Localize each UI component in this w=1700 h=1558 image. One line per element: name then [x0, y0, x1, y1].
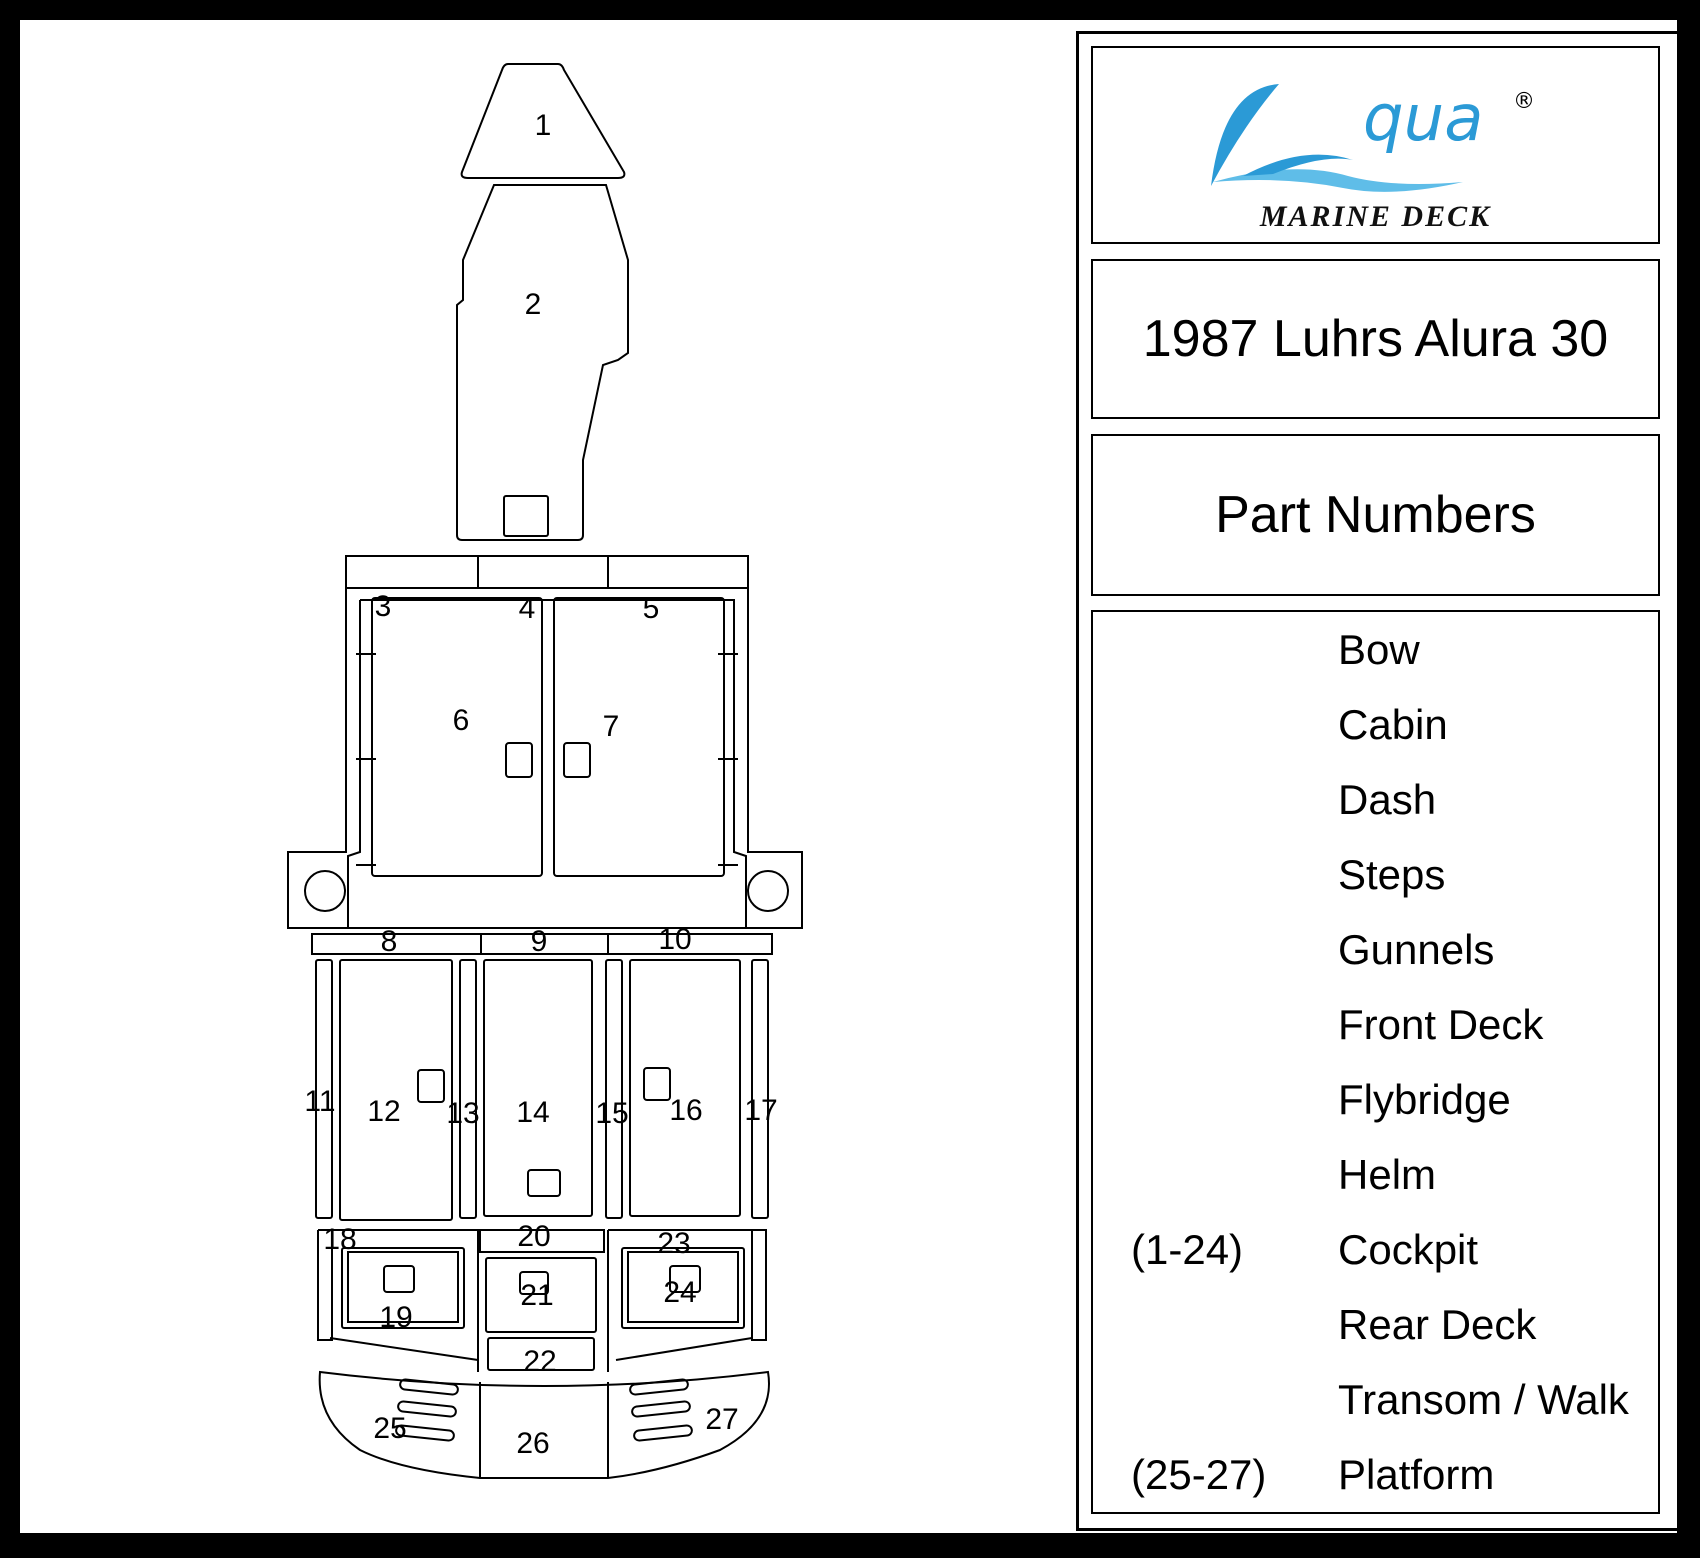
part-label-18: 18: [323, 1223, 357, 1256]
legend-row-label: Cockpit: [1338, 1226, 1479, 1273]
legend-row-label: Dash: [1338, 776, 1437, 823]
legend-row: [1093, 1001, 1658, 1061]
part-label-8: 8: [380, 925, 398, 958]
cup-holder-right: [748, 871, 788, 911]
section-list: [1091, 610, 1660, 1514]
legend-row-range: (25-27): [1131, 1451, 1267, 1498]
legend-row: [1093, 1151, 1658, 1211]
part-17-shape: [752, 960, 768, 1218]
legend-row-label: Platform: [1338, 1451, 1495, 1498]
part-15-shape: [606, 960, 622, 1218]
legend-row-label: Bow: [1338, 626, 1420, 673]
part-label-4: 4: [518, 592, 536, 625]
diagram-canvas: [20, 20, 1677, 1533]
legend-row: [1093, 851, 1658, 911]
part-2-hatch: [504, 496, 548, 536]
part-16-shape: [630, 960, 740, 1216]
legend-row: [1093, 1226, 1658, 1286]
legend-row: [1093, 926, 1658, 986]
part-label-23: 23: [657, 1227, 691, 1260]
cup-holder-left: [305, 871, 345, 911]
part-label-15: 15: [595, 1097, 629, 1130]
part-label-10: 10: [658, 923, 692, 956]
logo-word: qua: [1363, 82, 1484, 156]
part-13-shape: [460, 960, 476, 1218]
part-label-26: 26: [516, 1427, 550, 1460]
legend-row: [1093, 701, 1658, 761]
legend-row: [1093, 776, 1658, 836]
part-7-shape: [554, 598, 724, 876]
legend-row-label: Front Deck: [1338, 1001, 1544, 1048]
part-label-19: 19: [379, 1301, 413, 1334]
legend-row-label: Transom / Walk: [1338, 1376, 1629, 1423]
part-2-shape: [457, 185, 628, 540]
legend-row: [1093, 1076, 1658, 1136]
part-label-9: 9: [530, 925, 548, 958]
deck-layout-diagram: [20, 20, 1060, 1533]
part-label-5: 5: [642, 592, 660, 625]
legend-row-label: Rear Deck: [1338, 1301, 1537, 1348]
model-title: 1987 Luhrs Alura 30: [1142, 310, 1609, 368]
legend-row-range: (1-24): [1131, 1226, 1244, 1273]
legend-row-label: Helm: [1338, 1151, 1437, 1198]
legend-panel: [1076, 31, 1700, 1531]
part-numbers-heading: Part Numbers: [1215, 486, 1536, 544]
part-label-1: 1: [534, 109, 552, 142]
part-label-24: 24: [663, 1276, 697, 1309]
part-label-2: 2: [524, 288, 542, 321]
legend-row: [1093, 1451, 1658, 1511]
legend-row: [1093, 1376, 1658, 1436]
part-6-shape: [372, 598, 542, 876]
part-label-16: 16: [669, 1094, 703, 1127]
legend-row-label: Cabin: [1338, 701, 1448, 748]
part-label-7: 7: [602, 710, 620, 743]
legend-row-label: Flybridge: [1338, 1076, 1511, 1123]
part-label-14: 14: [516, 1096, 550, 1129]
part-14-shape: [484, 960, 592, 1216]
part-label-20: 20: [517, 1220, 551, 1253]
part-label-3: 3: [374, 590, 392, 623]
legend-row: [1093, 626, 1658, 686]
legend-row: [1093, 1301, 1658, 1361]
part-label-17: 17: [744, 1094, 778, 1127]
part-label-11: 11: [304, 1085, 336, 1118]
part-12-shape: [340, 960, 452, 1220]
subtitle-box: [1091, 434, 1660, 596]
legend-row-label: Steps: [1338, 851, 1446, 898]
registered-mark: ®: [1513, 89, 1535, 114]
part-label-21: 21: [520, 1279, 554, 1312]
part-label-27: 27: [705, 1403, 739, 1436]
part-label-25: 25: [373, 1412, 407, 1445]
part-label-13: 13: [446, 1097, 480, 1130]
part-label-6: 6: [452, 704, 470, 737]
legend-row-label: Gunnels: [1338, 926, 1495, 973]
brand-name: MARINE DECK: [1259, 200, 1492, 233]
part-label-12: 12: [367, 1095, 401, 1128]
part-label-22: 22: [523, 1345, 557, 1378]
title-box: [1091, 259, 1660, 419]
logo-box: [1091, 46, 1660, 244]
